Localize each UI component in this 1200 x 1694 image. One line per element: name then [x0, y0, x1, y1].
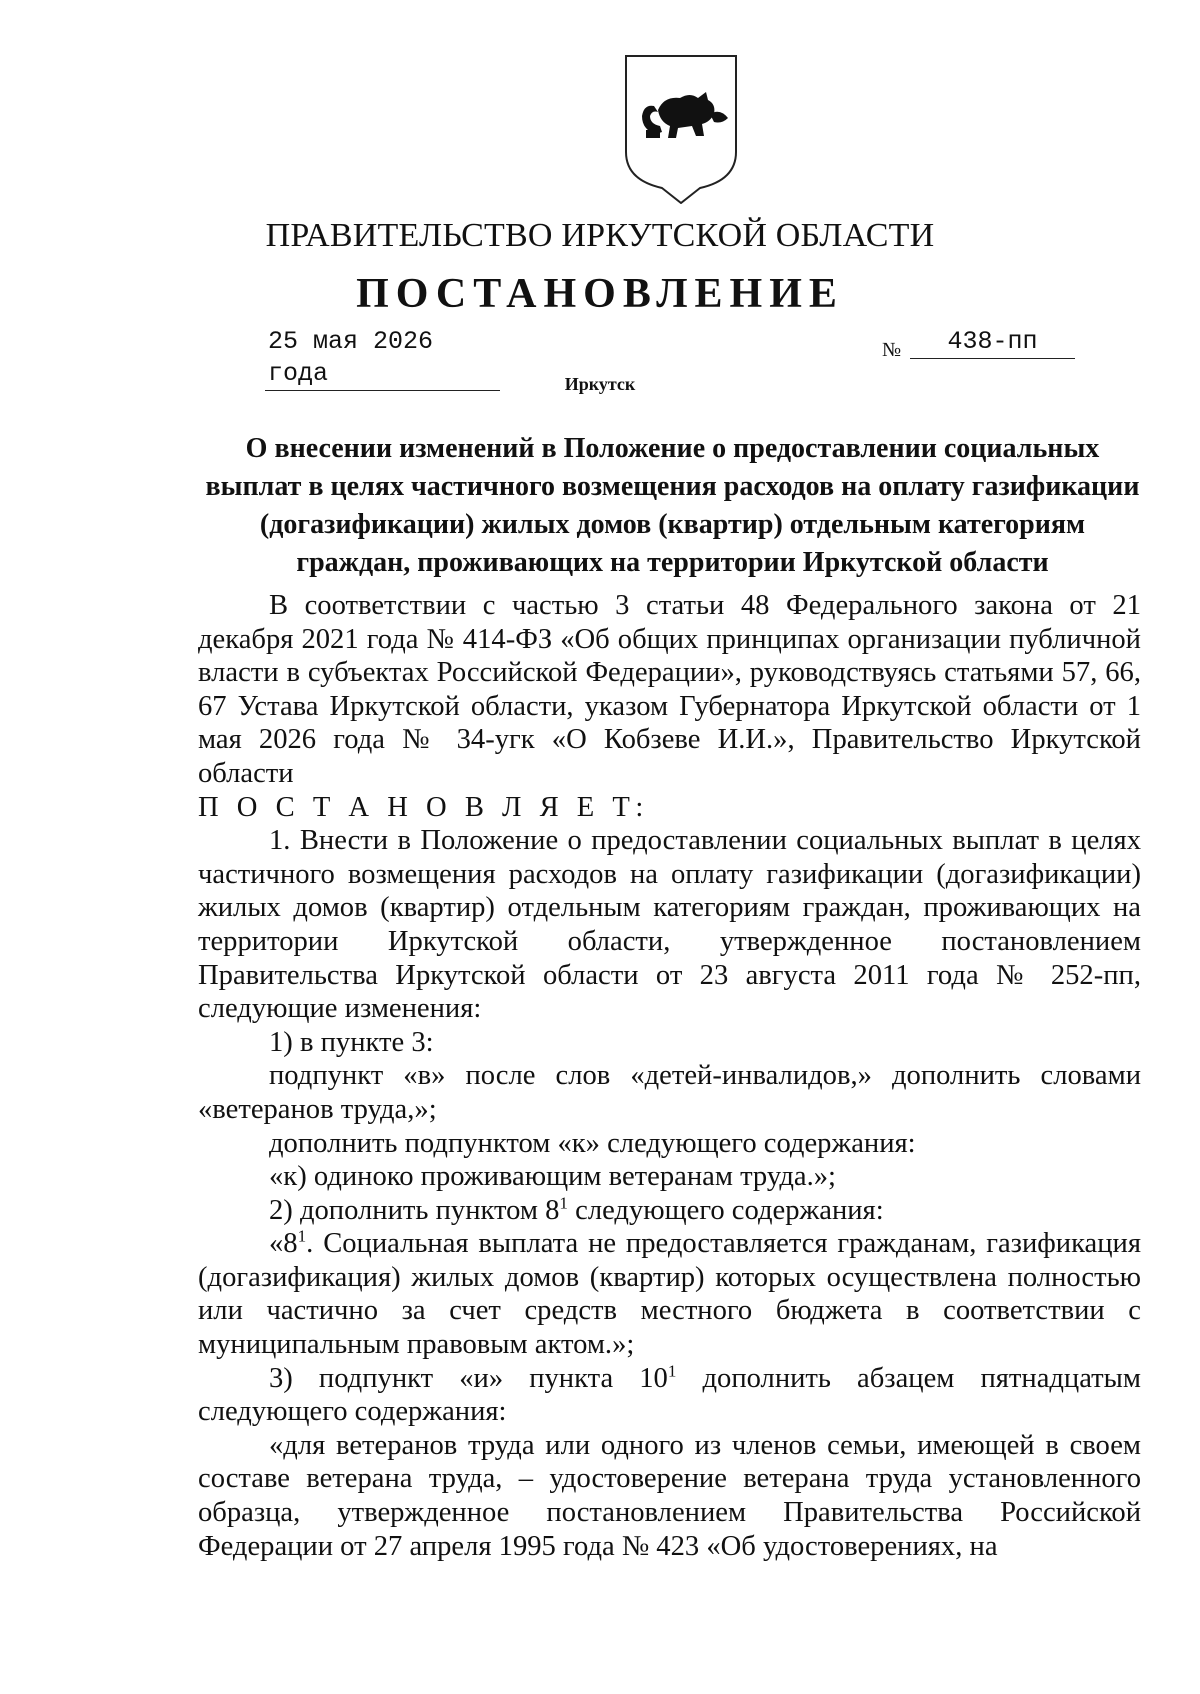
subitem-3-text-pre: 3) подпункт «и» пункта 10 — [269, 1362, 668, 1394]
preamble-paragraph: В соответствии с частью 3 статьи 48 Федерального закона от 21 декабря 2021 года № 414-ФЗ «Об общих принципах организации публичной власти в субъектах Российской Федерации», руководствуясь статьями 57, 66, 67 Устава Иркутской области, указом Губернатора Иркутской области от 1 мая 2026 года № 34-угк «О Кобзеве И.И.», Правительство Иркутской области — [198, 590, 1141, 789]
subitem-3-text-post: дополнить абзацем пятнадцатым следующего содержания: — [198, 1362, 1141, 1428]
document-heading: О внесении изменений в Положение о предоставлении социальных выплат в целях частичного возмещения расходов на оплату газификации (догазификации) жилых домов (квартир) отдельным категориям граждан, проживающих на территории Иркутской области — [205, 433, 1140, 578]
subitem-2 — [198, 1194, 1141, 1228]
subitem-1: 1) в пункте 3: — [269, 1026, 434, 1058]
document-body — [198, 589, 1141, 1563]
subitem-3-superscript: 1 — [667, 1361, 677, 1381]
subitem-2-quote-superscript: 1 — [297, 1226, 307, 1246]
subitem-1-a: подпункт «в» после слов «детей-инвалидов,» дополнить словами «ветеранов труда,»; — [198, 1060, 1141, 1125]
subitem-2-text-post: следующего содержания: — [568, 1194, 884, 1226]
document-date: 25 мая 2026 года — [265, 326, 500, 391]
subitem-3 — [198, 1362, 1141, 1429]
subitem-2-quote-post: . Социальная выплата не предоставляется гражданам, газификация (догазификация) жилых домов (квартир) которых осуществлена полностью или частично за счет средств местного бюджета в соответствии с муниципальным правовым актом.»; — [198, 1228, 1141, 1361]
subitem-1-c: «к) одиноко проживающим ветеранам труда.»; — [269, 1161, 836, 1193]
number-sign: № — [882, 339, 902, 361]
resolves-heading: П О С Т А Н О В Л Я Е Т: — [198, 791, 649, 823]
subitem-2-superscript: 1 — [559, 1193, 568, 1213]
subitem-2-text-pre: 2) дополнить пунктом 8 — [269, 1194, 560, 1226]
city-name: Иркутск — [564, 374, 636, 394]
government-name: ПРАВИТЕЛЬСТВО ИРКУТСКОЙ ОБЛАСТИ — [265, 217, 935, 254]
coat-of-arms-icon — [620, 52, 742, 204]
document-type: ПОСТАНОВЛЕНИЕ — [356, 271, 844, 317]
item-1-paragraph: 1. Внести в Положение о предоставлении социальных выплат в целях частичного возмещения расходов на оплату газификации (догазификации) жилых домов (квартир) отдельным категориям граждан, проживающих на территории Иркутской области, утвержденное постановлением Правительства Иркутской области от 23 августа 2011 года № 252-пп, следующие изменения: — [198, 825, 1141, 1025]
subitem-3-text: «для ветеранов труда или одного из членов семьи, имеющей в своем составе ветерана труда, – удостоверение ветерана труда установленного образца, утвержденное постановлением Правительства Российской Федерации от 27 апреля 1995 года № 423 «Об удостоверениях, на — [198, 1429, 1141, 1562]
subitem-2-quote-pre: «8 — [269, 1228, 298, 1260]
subitem-2-text — [198, 1227, 1141, 1361]
subitem-1-b: дополнить подпунктом «к» следующего содержания: — [269, 1127, 916, 1159]
document-number: 438-пп — [910, 326, 1075, 359]
